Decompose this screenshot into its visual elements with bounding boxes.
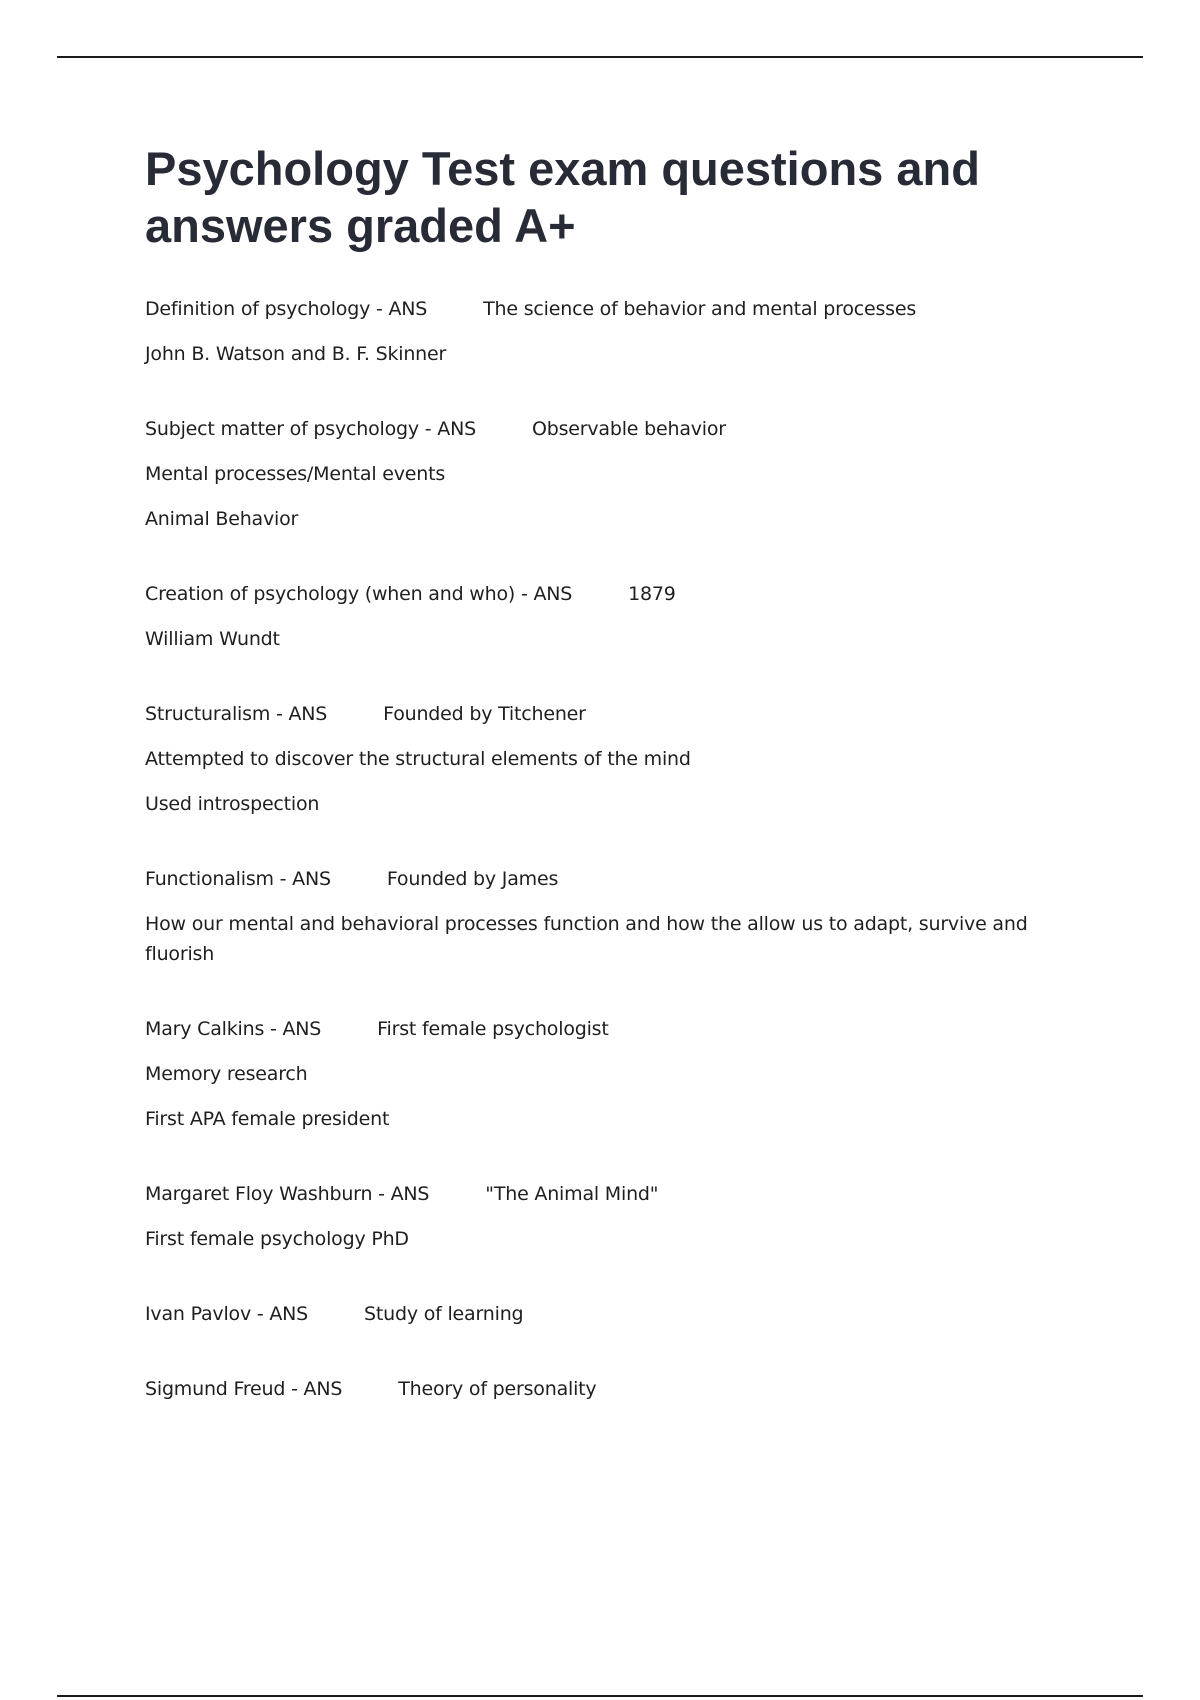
qa-question-line	[145, 864, 1045, 894]
qa-list	[145, 294, 1045, 1404]
qa-answer: "The Animal Mind"	[485, 1183, 659, 1205]
qa-entry-creation	[145, 579, 1045, 654]
qa-entry-mary-calkins	[145, 1014, 1045, 1134]
qa-question-line	[145, 1014, 1045, 1044]
qa-question-line	[145, 699, 1045, 729]
qa-answer-line: Animal Behavior	[145, 508, 299, 530]
qa-answer-line: Used introspection	[145, 793, 320, 815]
qa-entry-margaret-washburn	[145, 1179, 1045, 1254]
qa-answer: Theory of personality	[398, 1378, 597, 1400]
qa-question: Ivan Pavlov - ANS	[145, 1303, 309, 1325]
qa-question-line	[145, 1299, 1045, 1329]
qa-entry-structuralism	[145, 699, 1045, 819]
qa-answer-line: Memory research	[145, 1063, 308, 1085]
qa-answer: The science of behavior and mental processes	[483, 298, 917, 320]
qa-answer: Study of learning	[364, 1303, 524, 1325]
qa-question: Creation of psychology (when and who) - ANS	[145, 583, 573, 605]
qa-answer: 1879	[628, 583, 676, 605]
qa-answer-line: First female psychology PhD	[145, 1228, 409, 1250]
qa-entry-definition	[145, 294, 1045, 369]
qa-question: Mary Calkins - ANS	[145, 1018, 322, 1040]
qa-entry-sigmund-freud	[145, 1374, 1045, 1404]
qa-question-line	[145, 294, 1045, 324]
qa-entry-functionalism	[145, 864, 1045, 969]
qa-question: Margaret Floy Washburn - ANS	[145, 1183, 430, 1205]
qa-question: Sigmund Freud - ANS	[145, 1378, 343, 1400]
top-rule	[57, 56, 1143, 58]
qa-answer-line: Mental processes/Mental events	[145, 463, 446, 485]
qa-answer: First female psychologist	[377, 1018, 609, 1040]
qa-answer-line: First APA female president	[145, 1108, 390, 1130]
qa-answer-line: Attempted to discover the structural elements of the mind	[145, 748, 691, 770]
qa-entry-subject-matter	[145, 414, 1045, 534]
qa-question: Definition of psychology - ANS	[145, 298, 428, 320]
qa-question: Structuralism - ANS	[145, 703, 328, 725]
qa-question-line	[145, 579, 1045, 609]
qa-answer-line: John B. Watson and B. F. Skinner	[145, 343, 447, 365]
qa-answer: Founded by Titchener	[383, 703, 586, 725]
qa-question-line	[145, 1374, 1045, 1404]
qa-entry-ivan-pavlov	[145, 1299, 1045, 1329]
qa-answer-line: William Wundt	[145, 628, 280, 650]
qa-answer-line: How our mental and behavioral processes function and how the allow us to adapt, survive and fluorish	[145, 913, 1028, 965]
document-body	[145, 140, 1045, 1449]
qa-question: Subject matter of psychology - ANS	[145, 418, 476, 440]
bottom-rule	[57, 1695, 1143, 1697]
qa-question: Functionalism - ANS	[145, 868, 331, 890]
qa-question-line	[145, 1179, 1045, 1209]
qa-answer: Founded by James	[386, 868, 559, 890]
qa-answer: Observable behavior	[531, 418, 726, 440]
page-title: Psychology Test exam questions and answers graded A+	[145, 142, 980, 252]
qa-question-line	[145, 414, 1045, 444]
